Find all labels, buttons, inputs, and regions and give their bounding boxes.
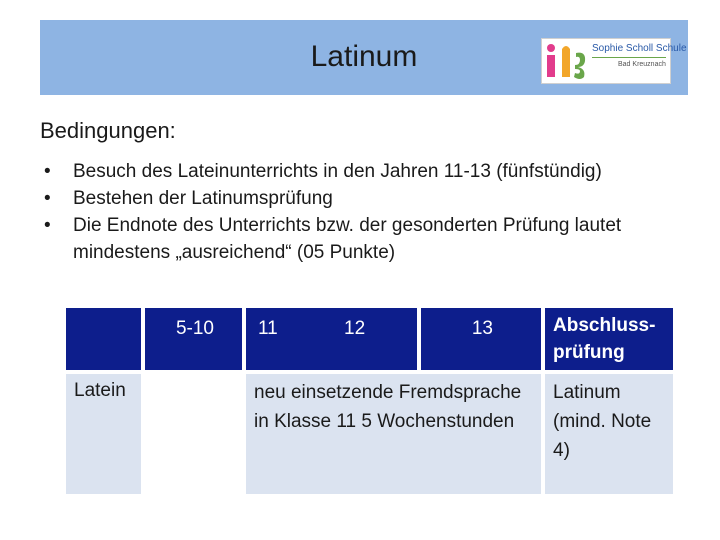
school-logo-mark — [542, 39, 590, 83]
row-label-latein: Latein — [66, 374, 141, 494]
header-exam: Abschluss-prüfung — [545, 308, 673, 370]
bullet-icon: • — [44, 215, 51, 236]
condition-text: Bestehen der Latinumsprüfung — [73, 188, 333, 209]
header-grades-5-10: 5-10 — [145, 308, 242, 370]
logo-text-school: Sophie Scholl Schule — [592, 43, 687, 54]
condition-item — [40, 212, 700, 266]
condition-text: Die Endnote des Unterrichts bzw. der gesonderten Prüfung lautet mindestens „ausreichend“ (05 Punkte) — [73, 215, 622, 263]
conditions-list — [40, 158, 700, 266]
header-grade-13: 13 — [421, 308, 541, 370]
cell-exam-info: Latinum (mind. Note 4) — [545, 374, 673, 494]
header-grade-11-label: 11 — [258, 318, 278, 339]
logo-divider — [592, 57, 666, 58]
condition-item — [40, 185, 700, 212]
condition-text: Besuch des Lateinunterrichts in den Jahren 11-13 (fünfstündig) — [73, 161, 602, 182]
condition-item — [40, 158, 700, 185]
school-logo — [541, 38, 687, 84]
cell-course-info: neu einsetzende Fremdsprache in Klasse 11 5 Wochenstunden — [246, 374, 541, 494]
table-corner-cell — [66, 308, 141, 370]
logo-text-location: Bad Kreuznach — [618, 61, 666, 68]
bullet-icon: • — [44, 161, 51, 182]
header-grade-12-label: 12 — [344, 318, 366, 339]
page-title: Latinum — [310, 40, 418, 73]
bullet-icon: • — [44, 188, 51, 209]
conditions-heading: Bedingungen: — [40, 118, 176, 143]
header-grade-11 — [246, 308, 417, 370]
cell-grades-5-10 — [145, 374, 242, 494]
